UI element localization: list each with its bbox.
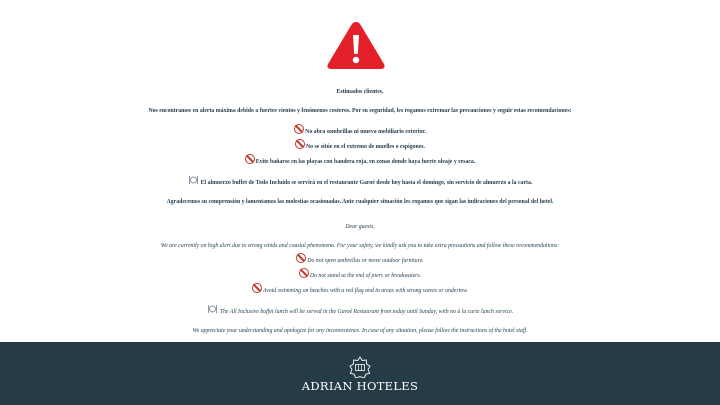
intro-es: Nos encontramos en alerta máxima debido a fuertes vientos y fenómenos costeros. Por su seguridad, les rogamos extremar las precauciones y seguir estas recomendaciones: — [148, 108, 572, 114]
rule-en-2: Do not stand at the end of piers or breakwaters. — [0, 268, 720, 283]
greeting-es: Estimados clientes, — [336, 89, 384, 95]
closing-en: We appreciate your understanding and apologize for any inconvenience. In case of any situation, please follow the instructions of the hotel staff. — [192, 328, 528, 334]
no-entry-icon — [295, 139, 305, 149]
closing-es: Agradecemos su comprensión y lamentamos las molestias ocasionadas. Ante cualquier situación les rogamos que sigan las indicaciones del personal del hotel. — [166, 199, 554, 205]
rule-es-1: No abra sombrillas ni mueva mobiliario exterior. — [0, 124, 720, 139]
no-entry-icon — [245, 154, 255, 164]
no-entry-icon — [299, 268, 309, 278]
rule-en-3: Avoid swimming on beaches with a red flag and in areas with strong waves or undertow. — [0, 283, 720, 298]
rule-es-3: Evite bañarse en las playas con bandera roja, en zonas donde haya fuerte oleaje y resaca. — [0, 154, 720, 169]
lunch-en: The All Inclusive buffet lunch will be served in the Garoé Restaurant from today until Sunday, with no à la carte lunch service. — [0, 304, 720, 319]
no-entry-icon — [296, 253, 306, 263]
footer-bar — [0, 342, 720, 405]
greeting-en: Dear guests, — [345, 224, 375, 230]
rule-es-2: No se sitúe en el extremo de muelles o espigones. — [0, 139, 720, 154]
rule-en-1: Do not open umbrellas or move outdoor furniture. — [0, 253, 720, 268]
hotel-logo-icon — [349, 356, 371, 378]
intro-en: We are currently on high alert due to strong winds and coastal phenomena. For your safety, we kindly ask you to take extra precautions and follow these recommendations: — [160, 243, 560, 249]
warning-triangle-icon — [326, 20, 386, 70]
brand-name: ADRIAN HOTELES — [301, 379, 419, 393]
no-entry-icon — [294, 124, 304, 134]
fork-knife-plate-icon — [188, 175, 199, 185]
notice-body — [0, 86, 720, 338]
no-entry-icon — [252, 283, 262, 293]
lunch-es: El almuerzo buffet de Todo Incluido se servirá en el restaurante Garoé desde hoy hasta el domingo, sin servicio de almuerzo a la carta. — [0, 175, 720, 190]
fork-knife-plate-icon — [207, 304, 218, 314]
